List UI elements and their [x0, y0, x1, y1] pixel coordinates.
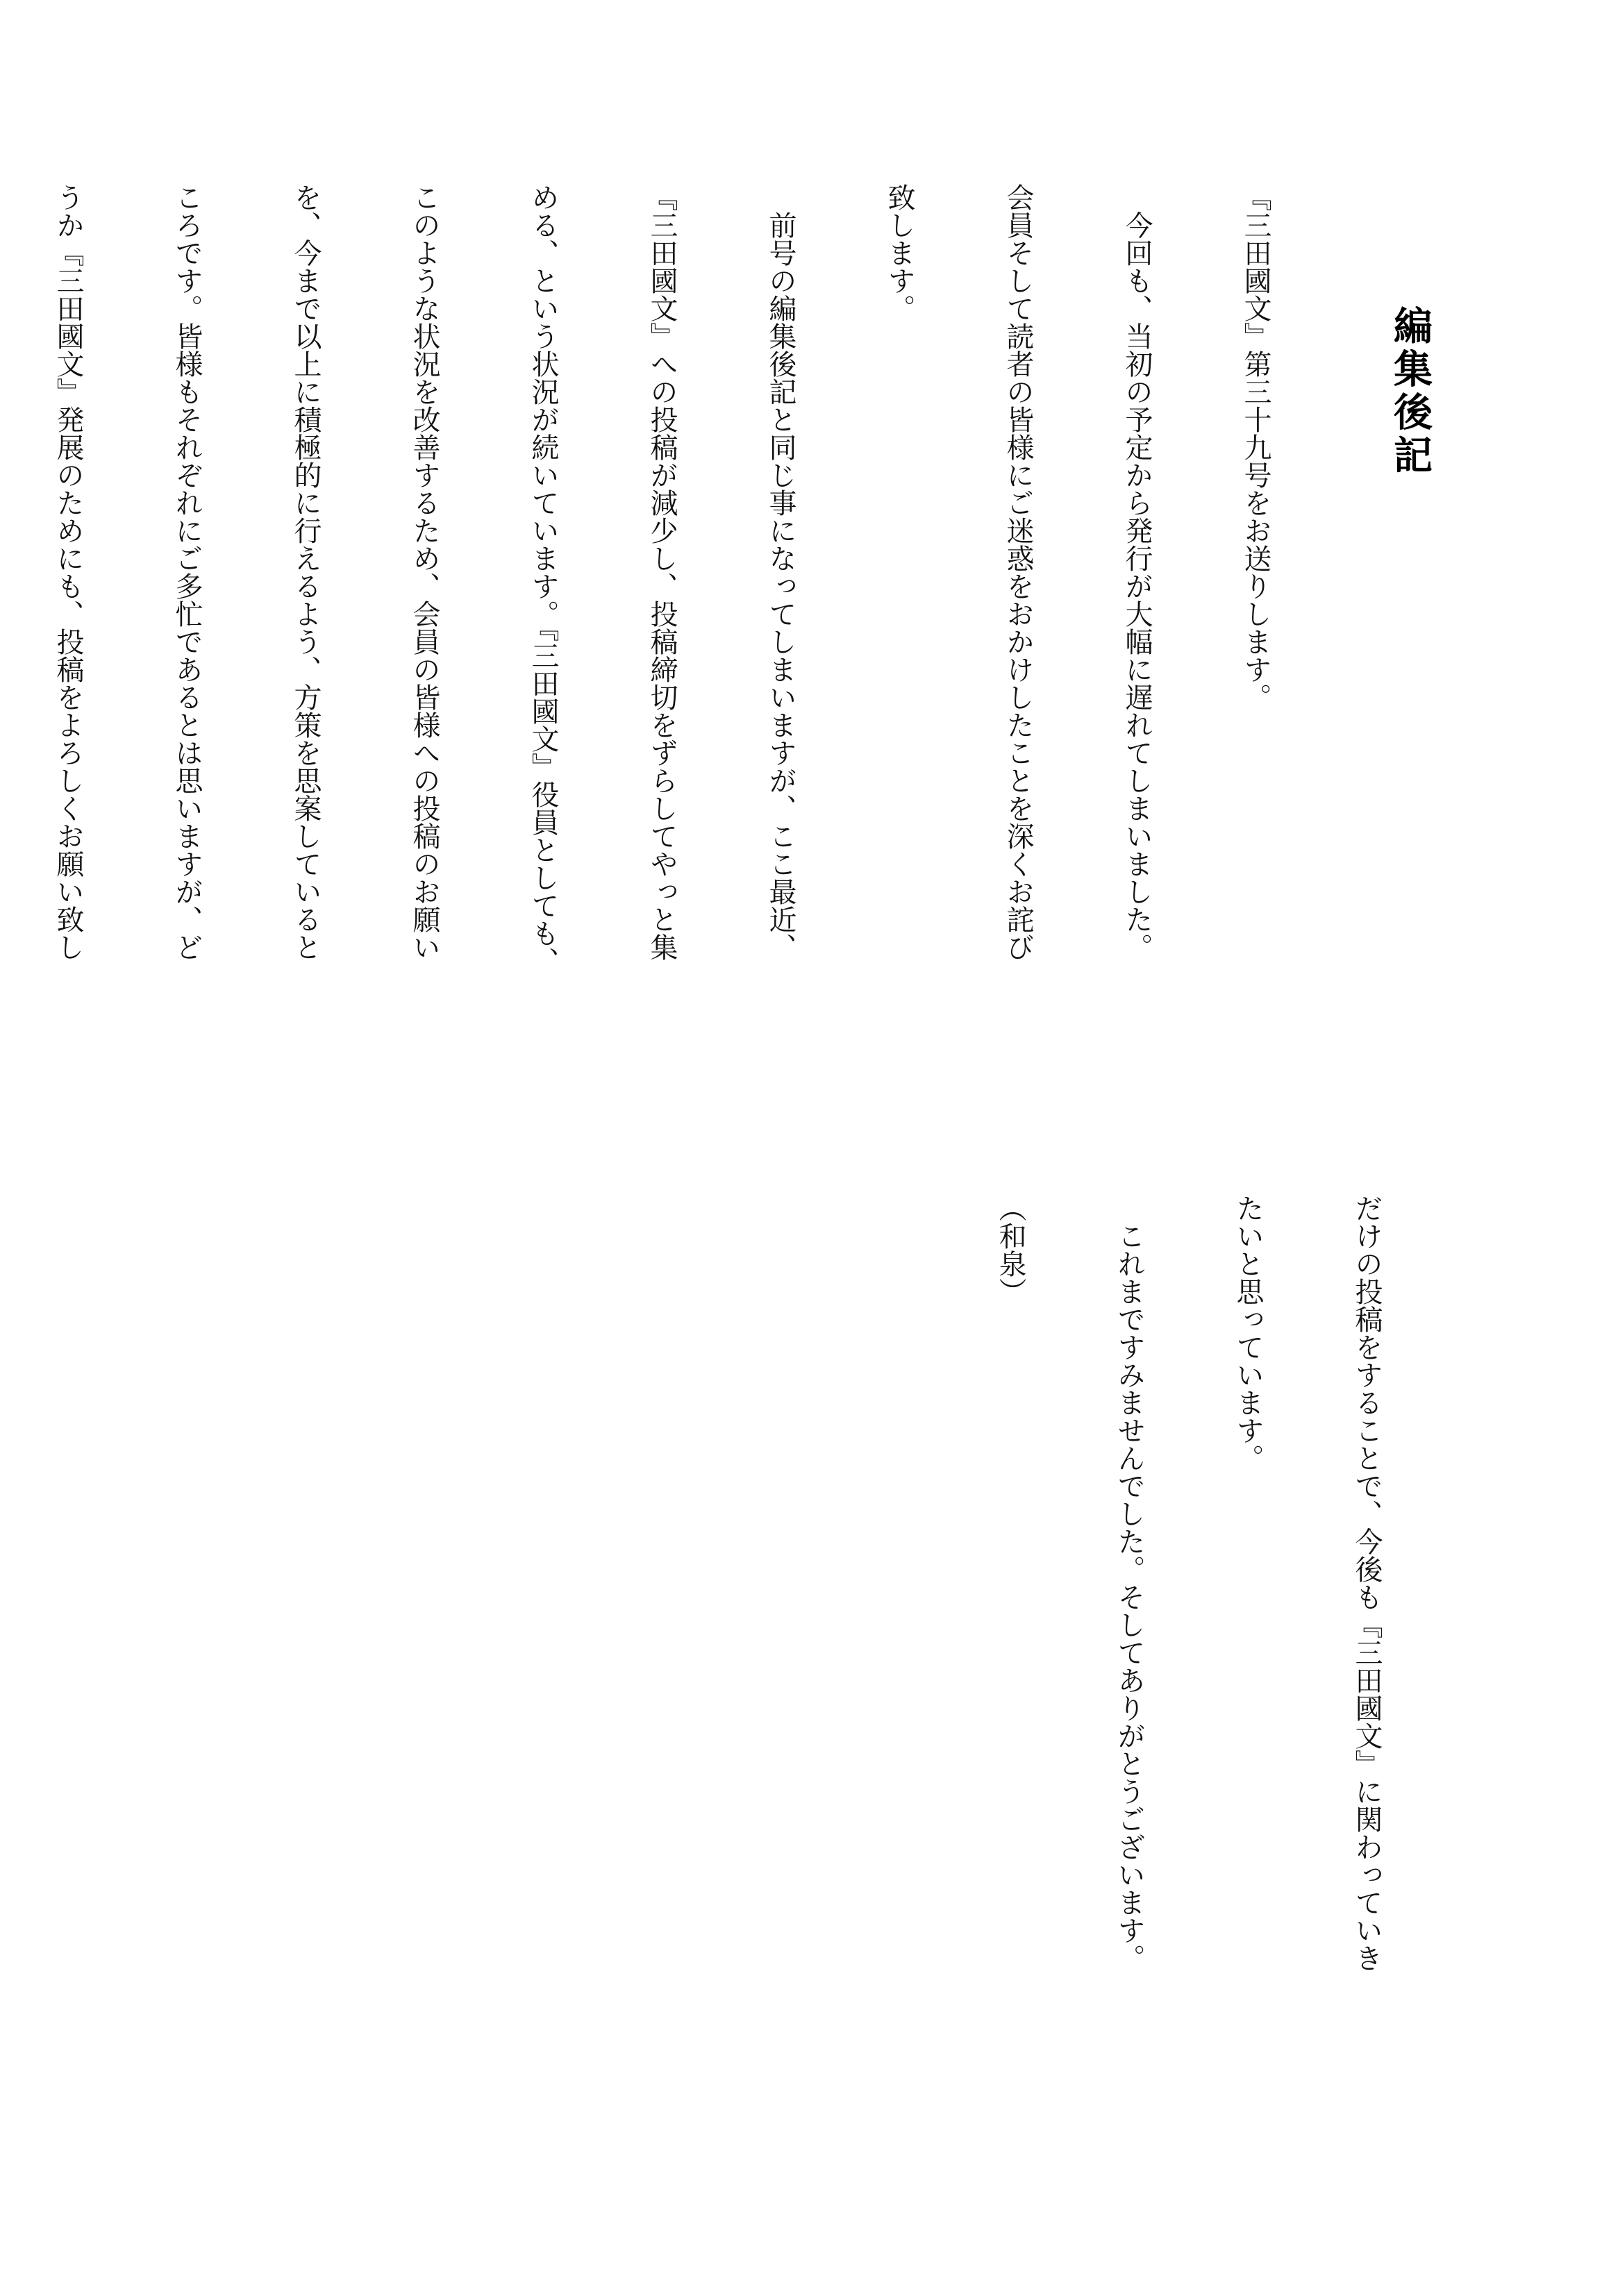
text-line: たいと思っています。: [1232, 1194, 1264, 1472]
text-line: 前号の編集後記と同じ事になってしまいますが、ここ最近、: [765, 183, 797, 961]
text-line: だけの投稿をすることで、今後も『三田國文』に関わっていき: [1351, 1194, 1383, 1972]
text-line: 『三田國文』第三十九号をお送りします。: [1240, 183, 1271, 711]
text-line: ころです。皆様もそれぞれにご多忙であるとは思いますが、ど: [171, 183, 203, 961]
text-line: 今回も、当初の予定から発行が大幅に遅れてしまいました。: [1121, 183, 1153, 961]
text-line: このような状況を改善するため、会員の皆様への投稿のお願い: [408, 183, 440, 961]
text-line: める、という状況が続いています。『三田國文』役員としても、: [527, 183, 559, 975]
text-block-lower: [994, 1194, 1465, 2111]
signature: （和泉）: [994, 1194, 1026, 1305]
page-title: 編集後記: [1387, 305, 1433, 478]
text-line: 致します。: [883, 183, 915, 322]
text-line: 会員そして読者の皆様にご迷惑をおかけしたことを深くお詫び: [1002, 183, 1034, 961]
text-line: うか『三田國文』発展のためにも、投稿をよろしくお願い致し: [52, 183, 84, 961]
text-line: を、今まで以上に積極的に行えるよう、方策を思案していると: [290, 183, 322, 961]
text-block-upper: [52, 183, 1354, 1169]
text-line: これまですみませんでした。そしてありがとうございます。: [1113, 1194, 1145, 1972]
text-line: 『三田國文』への投稿が減少し、投稿締切をずらしてやっと集: [646, 183, 678, 961]
